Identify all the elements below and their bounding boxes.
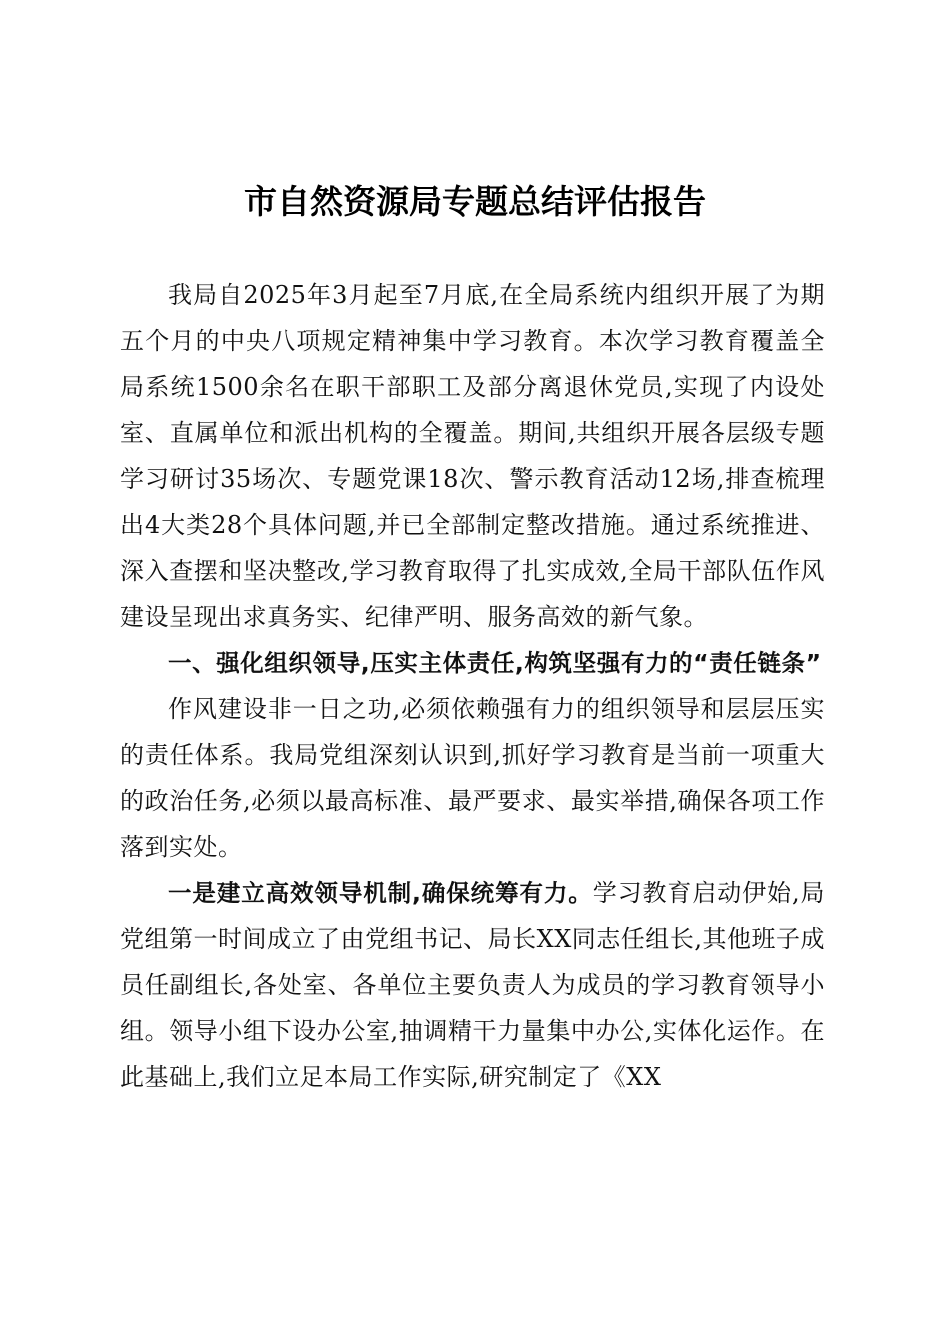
document-title: 市自然资源局专题总结评估报告 (244, 182, 706, 221)
intro-paragraph: 我局自2025年3月起至7月底,在全局系统内组织开展了为期五个月的中央八项规定精神集中学习教育。本次学习教育覆盖全局系统1500余名在职干部职工及部分离退休党员,实现了内设处室、直属单位和派出机构的全覆盖。期间,共组织开展各层级专题学习研讨35场次、专题党课18次、警示教育活动12场,排查梳理出4大类28个具体问题,并已全部制定整改措施。通过系统推进、深入查摆和坚决整改,学习教育取得了扎实成效,全局干部队伍作风建设呈现出求真务实、纪律严明、服务高效的新气象。 (120, 281, 825, 631)
point-1-paragraph (120, 870, 825, 1100)
point-1-lead: 一是建立高效领导机制,确保统筹有力。 (168, 879, 593, 907)
point-1-text: 学习教育启动伊始,局党组第一时间成立了由党组书记、局长XX同志任组长,其他班子成员任副组长,各处室、各单位主要负责人为成员的学习教育领导小组。领导小组下设办公室,抽调精干力量集中办公,实体化运作。在此基础上,我们立足本局工作实际,研究制定了《XX (120, 879, 825, 1091)
section-heading-1: 一、强化组织领导,压实主体责任,构筑坚强有力的“责任链条” (168, 649, 822, 677)
document-body (120, 272, 825, 1100)
section-1-paragraph: 作风建设非一日之功,必须依赖强有力的组织领导和层层压实的责任体系。我局党组深刻认识到,抓好学习教育是当前一项重大的政治任务,必须以最高标准、最严要求、最实举措,确保各项工作落到实处。 (120, 695, 825, 861)
